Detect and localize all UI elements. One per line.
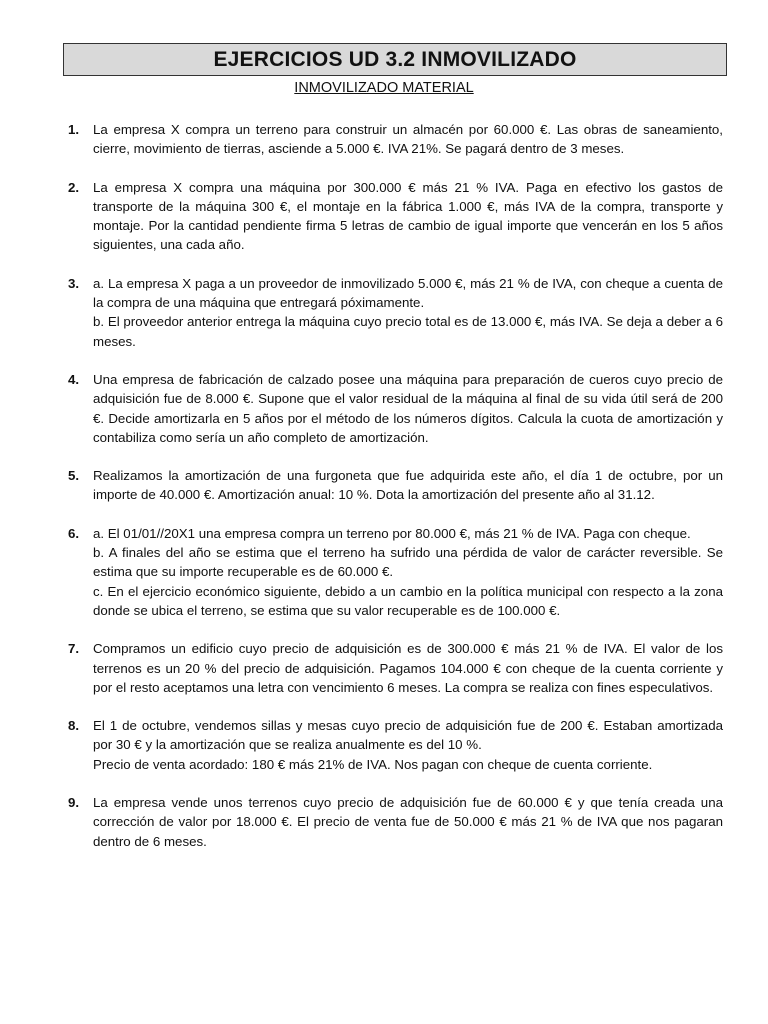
exercise-number: 5. xyxy=(68,468,80,484)
exercise-item-8 xyxy=(68,716,723,774)
exercise-paragraph: a. La empresa X paga a un proveedor de inmovilizado 5.000 €, más 21 % de IVA, con cheque a cuenta de la compra de una máquina que entregará póximamente. xyxy=(93,275,723,311)
exercise-text xyxy=(93,466,723,505)
exercise-paragraph: b. A finales del año se estima que el terreno ha sufrido una pérdida de valor de carácter reversible. Se estima que su importe recuperable es de 60.000 €. xyxy=(93,545,723,580)
exercise-text xyxy=(93,716,723,774)
exercise-text xyxy=(93,639,723,697)
exercise-item-9 xyxy=(68,793,723,851)
exercise-text xyxy=(93,370,723,447)
exercise-number: 7. xyxy=(68,641,80,657)
exercise-paragraph: Una empresa de fabricación de calzado posee una máquina para preparación de cueros cuyo precio de adquisición fue de 8.000 €. Supone que el valor residual de la máquina al final de su vida útil será de 200 €. Decide amortizarla en 5 años por el método de los números dígitos. Calcula la cuota de amortización y contabiliza como sería un año completo de amortización. xyxy=(93,371,723,445)
exercise-number: 8. xyxy=(68,718,80,734)
exercise-paragraph: c. En el ejercicio económico siguiente, debido a un cambio en la política municipal con respecto a la zona donde se ubica el terreno, se estima que su valor recuperable es de 100.000 €. xyxy=(93,583,723,618)
exercise-paragraph: a. El 01/01//20X1 una empresa compra un terreno por 80.000 €, más 21 % de IVA. Paga con cheque. xyxy=(93,525,691,541)
page-title: EJERCICIOS UD 3.2 INMOVILIZADO xyxy=(213,47,577,71)
exercise-number: 3. xyxy=(68,275,80,291)
exercise-number: 6. xyxy=(68,525,80,541)
exercise-paragraph: Realizamos la amortización de una furgoneta que fue adquirida este año, el día 1 de octubre, por un importe de 40.000 €. Amortización anual: 10 %. Dota la amortización del presente año al 31.12. xyxy=(93,468,723,503)
exercise-text xyxy=(93,524,723,620)
exercise-paragraph: El 1 de octubre, vendemos sillas y mesas cuyo precio de adquisición fue de 200 €. Estaban amortizada por 30 € y la amortización que se realiza anualmente es del 10 %. xyxy=(93,718,723,753)
exercise-item-1 xyxy=(68,120,723,159)
exercise-text xyxy=(93,274,723,351)
exercise-item-3 xyxy=(68,274,723,351)
exercise-paragraph: Precio de venta acordado: 180 € más 21% de IVA. Nos pagan con cheque de cuenta corriente. xyxy=(93,756,653,772)
exercise-number: 9. xyxy=(68,795,80,811)
exercise-paragraph: La empresa X compra una máquina por 300.000 € más 21 % IVA. Paga en efectivo los gastos de transporte de la máquina 300 €, el montaje en la fábrica 1.000 €, más IVA de la compra, transporte y montaje. Por la cantidad pendiente firma 5 letras de cambio de igual importe que vencerán en los 5 años siguientes, una cada año. xyxy=(93,179,723,253)
exercise-item-2 xyxy=(68,178,723,255)
exercise-paragraph: b. El proveedor anterior entrega la máquina cuyo precio total es de 13.000 €, más IVA. Se deja a deber a 6 meses. xyxy=(93,314,723,349)
exercise-paragraph: La empresa X compra un terreno para construir un almacén por 60.000 €. Las obras de saneamiento, cierre, movimiento de tierras, asciende a 5.000 €. IVA 21%. Se pagará dentro de 3 meses. xyxy=(93,122,723,157)
exercise-item-6 xyxy=(68,524,723,620)
exercise-text xyxy=(93,178,723,255)
exercise-list xyxy=(68,120,723,870)
exercise-number: 4. xyxy=(68,371,80,387)
exercise-text xyxy=(93,793,723,851)
exercise-number: 2. xyxy=(68,179,80,195)
exercise-item-5 xyxy=(68,466,723,505)
exercise-paragraph: Compramos un edificio cuyo precio de adquisición es de 300.000 € más 21 % de IVA. El valor de los terrenos es un 20 % del precio de adquisición. Pagamos 104.000 € con cheque de la cuenta corriente y por el resto aceptamos una letra con vencimiento 6 meses. La compra se realiza con fines especulativos. xyxy=(93,641,723,695)
exercise-paragraph: La empresa vende unos terrenos cuyo precio de adquisición fue de 60.000 € y que tenía creada una corrección de valor por 18.000 €. El precio de venta fue de 50.000 € más 21 % de IVA que nos pagaran dentro de 6 meses. xyxy=(93,795,723,849)
exercise-number: 1. xyxy=(68,122,80,137)
title-banner xyxy=(63,43,727,76)
exercise-text xyxy=(93,120,723,159)
exercise-item-4 xyxy=(68,370,723,447)
section-subtitle: INMOVILIZADO MATERIAL xyxy=(294,80,474,96)
exercise-item-7 xyxy=(68,639,723,697)
